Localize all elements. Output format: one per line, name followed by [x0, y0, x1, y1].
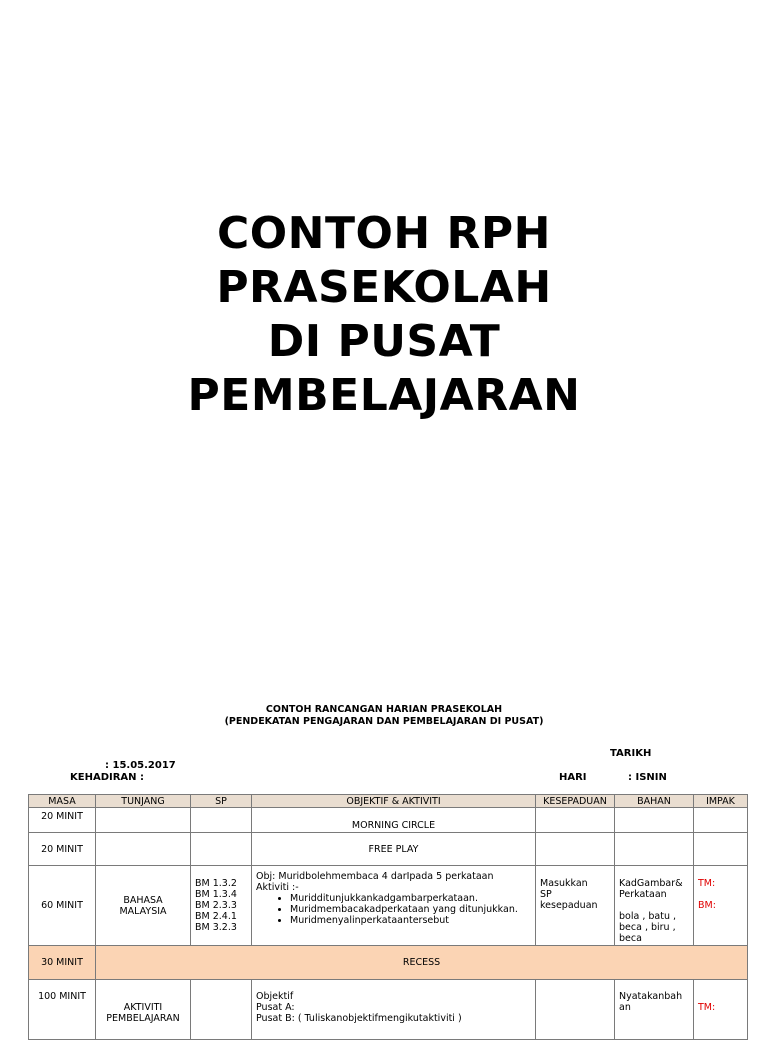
objektif-line: Pusat A: [256, 1002, 295, 1013]
table-row [29, 808, 748, 833]
kesepaduan-line: kesepaduan [540, 900, 598, 911]
sp-code: BM 1.3.2 [195, 878, 237, 889]
empty-cell [536, 808, 615, 833]
masa-cell: 30 MINIT [29, 946, 96, 980]
bahan-line: Perkataan [619, 889, 667, 900]
bahan-line: KadGambar& [619, 878, 683, 889]
tarikh-label: TARIKH [610, 748, 652, 759]
col-header-kesepaduan: KESEPADUAN [536, 795, 615, 808]
table-row [29, 866, 748, 946]
sp-code: BM 1.3.4 [195, 889, 237, 900]
tunjang-line: MALAYSIA [119, 905, 167, 917]
tunjang-line: BAHASA [123, 894, 163, 906]
bahan-cell [615, 980, 694, 1040]
masa-cell: 20 MINIT [29, 808, 96, 833]
sp-code: BM 3.2.3 [195, 922, 237, 933]
table-row [29, 833, 748, 866]
col-header-bahan: BAHAN [615, 795, 694, 808]
col-header-sp: SP [191, 795, 252, 808]
empty-cell [191, 833, 252, 866]
tunjang-line: AKTIVITI [123, 1002, 163, 1013]
hari-label: HARI [559, 772, 587, 783]
aktiviti-label: Aktiviti :- [256, 882, 299, 893]
col-header-impak: IMPAK [694, 795, 748, 808]
table-row-recess [29, 946, 748, 980]
col-header-masa: MASA [29, 795, 96, 808]
hari-value: : ISNIN [628, 772, 667, 783]
objektif-cell [252, 980, 536, 1040]
masa-cell: 60 MINIT [29, 866, 96, 946]
tunjang-cell [96, 866, 191, 946]
aktiviti-cell: MORNING CIRCLE [252, 808, 536, 833]
tunjang-line: PEMBELAJARAN [106, 1013, 180, 1024]
bahan-cell [615, 866, 694, 946]
document-heading-line-2: (PENDEKATAN PENGAJARAN DAN PEMBELAJARAN DI PUSAT) [224, 716, 544, 727]
masa-cell: 100 MINIT [29, 980, 96, 1040]
table-row [29, 980, 748, 1040]
objektif-line: Pusat B: ( Tuliskanobjektifmengikutaktiviti ) [256, 1013, 462, 1024]
title-line-1: CONTOH RPH [216, 208, 552, 259]
bahan-line: beca [619, 933, 642, 944]
impak-cell [694, 866, 748, 946]
table-header-row [29, 795, 748, 808]
empty-cell [96, 833, 191, 866]
empty-cell [191, 980, 252, 1040]
empty-cell [615, 808, 694, 833]
rph-table [28, 794, 748, 1040]
kehadiran-label: KEHADIRAN : [70, 772, 144, 783]
col-header-objektif: OBJEKTIF & AKTIVITI [252, 795, 536, 808]
sp-code: BM 2.4.1 [195, 911, 237, 922]
document-heading [0, 704, 768, 728]
title-line-4: PEMBELAJARAN [187, 370, 581, 421]
empty-cell [96, 808, 191, 833]
objektif-line: Objektif [256, 991, 294, 1002]
empty-cell [191, 808, 252, 833]
objektif-cell [252, 866, 536, 946]
aktiviti-cell: FREE PLAY [252, 833, 536, 866]
sp-cell [191, 866, 252, 946]
empty-cell [536, 833, 615, 866]
empty-cell [536, 980, 615, 1040]
bahan-line: bola , batu , [619, 911, 676, 922]
cover-title [0, 207, 768, 423]
list-item: • Muridditunjukkankadgambarperkataan. [290, 893, 531, 904]
empty-cell [694, 833, 748, 866]
tunjang-cell [96, 980, 191, 1040]
title-line-2: PRASEKOLAH [216, 262, 552, 313]
impak-cell [694, 980, 748, 1040]
kesepaduan-cell [536, 866, 615, 946]
objective-text: Obj: Muridbolehmembaca 4 darIpada 5 perkataan [256, 871, 494, 882]
list-item: • Muridmembacakadperkataan yang ditunjukkan. [290, 904, 531, 915]
activity-list [256, 893, 531, 926]
empty-cell [694, 808, 748, 833]
sp-code: BM 2.3.3 [195, 900, 237, 911]
bahan-line: beca , biru , [619, 922, 676, 933]
bahan-line: an [619, 1002, 631, 1013]
empty-cell [615, 833, 694, 866]
masa-cell: 20 MINIT [29, 833, 96, 866]
bahan-line: Nyatakanbah [619, 991, 683, 1002]
tarikh-value: : 15.05.2017 [105, 760, 176, 771]
impak-bm: BM: [698, 900, 716, 911]
kesepaduan-line: Masukkan [540, 878, 588, 889]
title-line-3: DI PUSAT [267, 316, 501, 367]
list-item: • Muridmenyalinperkataantersebut [290, 915, 531, 926]
kesepaduan-line: SP [540, 889, 552, 900]
impak-tm: TM: [698, 1002, 716, 1013]
recess-label: RECESS [96, 946, 748, 980]
document-heading-line-1: CONTOH RANCANGAN HARIAN PRASEKOLAH [265, 704, 503, 715]
impak-tm: TM: [698, 878, 716, 889]
col-header-tunjang: TUNJANG [96, 795, 191, 808]
